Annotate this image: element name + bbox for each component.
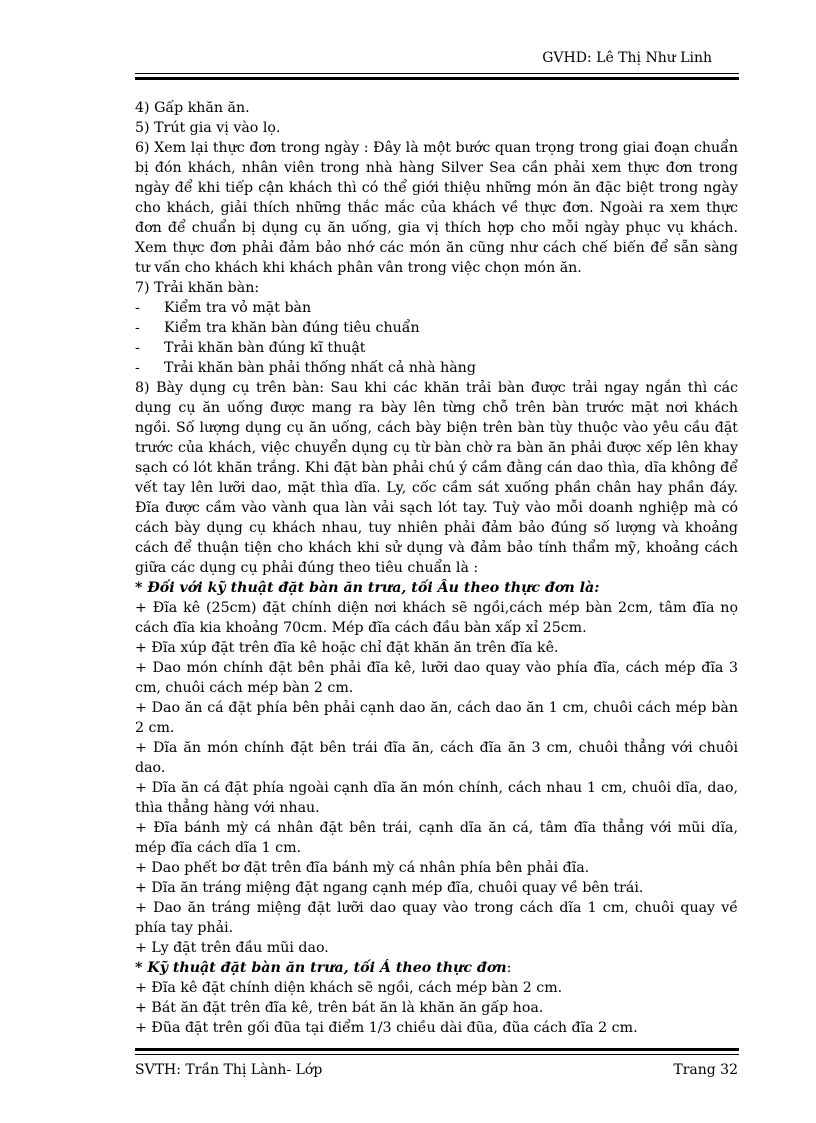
asian-heading-text: * Kỹ thuật đặt bàn ăn trưa, tối Á theo thực đơn — [135, 960, 507, 976]
checklist-item: - Kiểm tra vỏ mặt bàn — [135, 300, 312, 316]
rule-item: + Đĩa xúp đặt trên đĩa kê hoặc chỉ đặt khăn ăn trên đĩa kê. — [135, 640, 559, 656]
rule-item: + Dao ăn cá đặt phía bên phải cạnh dao ăn, cách dao ăn 1 cm, chuôi cách mép bàn 2 cm. — [135, 700, 738, 736]
rule-item: + Dao món chính đặt bên phải đĩa kê, lưỡi dao quay vào phía đĩa, cách mép đĩa 3 cm, chuôi cách mép bàn 2 cm. — [135, 660, 738, 696]
footer-student: SVTH: Trần Thị Lành- Lớp — [135, 1062, 323, 1078]
checklist-item: - Kiểm tra khăn bàn đúng tiêu chuẩn — [135, 320, 420, 336]
checklist-item: - Trải khăn bàn đúng kĩ thuật — [135, 340, 366, 356]
list-item: 7) Trải khăn bàn: — [135, 280, 260, 296]
checklist-item: - Trải khăn bàn phải thống nhất cả nhà hàng — [135, 360, 476, 376]
header-rule-thick — [135, 77, 739, 80]
rule-item: + Đĩa kê (25cm) đặt chính diện nơi khách sẽ ngồi,cách mép bàn 2cm, tâm đĩa nọ cách đĩa kia khoảng 70cm. Mép đĩa cách đầu bàn xấp xỉ 25cm. — [135, 600, 738, 636]
rule-item: + Dĩa ăn tráng miệng đặt ngang cạnh mép đĩa, chuôi quay về bên trái. — [135, 880, 644, 896]
list-item: 6) Xem lại thực đơn trong ngày : Đây là một bước quan trọng trong giai đoạn chuẩn bị đón khách, nhân viên trong nhà hàng Silver Sea cần phải xem thực đơn trong ngày để khi tiếp cận khách thì có thể giới thiệu những món ăn đặc biệt trong ngày cho khách, giải thích những thắc mắc của khách về thực đơn. Ngoài ra xem thực đơn để chuẩn bị dụng cụ ăn uống, gia vị thích hợp cho mỗi ngày phục vụ khách. Xem thực đơn phải đảm bảo nhớ các món ăn cũng như cách chế biến để sẵn sàng tư vấn cho khách khi khách phân vân trong việc chọn món ăn. — [135, 140, 738, 276]
header-rule-thin — [135, 73, 739, 74]
rule-item: + Đĩa kê đặt chính diện khách sẽ ngồi, cách mép bàn 2 cm. — [135, 980, 563, 996]
list-item: 4) Gấp khăn ăn. — [135, 100, 250, 116]
rule-item: + Đũa đặt trên gối đũa tại điểm 1/3 chiều dài đũa, đũa cách đĩa 2 cm. — [135, 1020, 638, 1036]
asian-heading-colon: : — [506, 960, 512, 976]
footer-rule-thick — [135, 1048, 739, 1051]
western-setting-heading: * Đối với kỹ thuật đặt bàn ăn trưa, tối Âu theo thực đơn là: — [135, 580, 600, 596]
footer-rule-thin — [135, 1054, 739, 1055]
rule-item: + Dĩa ăn cá đặt phía ngoài cạnh dĩa ăn món chính, cách nhau 1 cm, chuôi dĩa, dao, thìa thẳng hàng với nhau. — [135, 780, 738, 816]
rule-item: + Dao ăn tráng miệng đặt lưỡi dao quay vào trong cách dĩa 1 cm, chuôi quay về phía tay phải. — [135, 900, 738, 936]
rule-item: + Dĩa ăn món chính đặt bên trái đĩa ăn, cách đĩa ăn 3 cm, chuôi thẳng với chuôi dao. — [135, 740, 738, 776]
asian-setting-heading — [135, 958, 738, 978]
rule-item: + Dao phết bơ đặt trên đĩa bánh mỳ cá nhân phía bên phải đĩa. — [135, 860, 590, 876]
document-body — [135, 98, 738, 1038]
list-item: 5) Trút gia vị vào lọ. — [135, 120, 281, 136]
list-item: 8) Bày dụng cụ trên bàn: Sau khi các khăn trải bàn được trải ngay ngắn thì các dụng cụ ăn uống được mang ra bày lên từng chỗ trên bàn trước mặt nơi khách ngồi. Số lượng dụng cụ ăn uống, cách bày biện trên bàn tùy thuộc vào yêu cầu đặt trước của khách, việc chuyển dụng cụ từ bàn chờ ra bàn ăn phải được xếp lên khay sạch có lót khăn trắng. Khi đặt bàn phải chú ý cầm đằng cán dao thìa, dĩa không để vết tay lên lưỡi dao, mặt thìa dĩa. Ly, cốc cầm sát xuống phần chân hay phần đáy. Đĩa được cầm vào vành qua làn vải sạch lót tay. Tuỳ vào mỗi doanh nghiệp mà có cách bày dụng cụ khách nhau, tuy nhiên phải đảm bảo đúng số lượng và khoảng cách để thuận tiện cho khách khi sử dụng và đảm bảo tính thẩm mỹ, khoảng cách giữa các dụng cụ phải đúng theo tiêu chuẩn là : — [135, 380, 738, 576]
page-number: Trang 32 — [673, 1062, 738, 1078]
rule-item: + Ly đặt trên đầu mũi dao. — [135, 940, 329, 956]
header-instructor: GVHD: Lê Thị Như Linh — [542, 50, 712, 66]
rule-item: + Bát ăn đặt trên đĩa kê, trên bát ăn là khăn ăn gấp hoa. — [135, 1000, 544, 1016]
rule-item: + Đĩa bánh mỳ cá nhân đặt bên trái, cạnh dĩa ăn cá, tâm đĩa thẳng với mũi dĩa, mép đĩa cách dĩa 1 cm. — [135, 820, 738, 856]
